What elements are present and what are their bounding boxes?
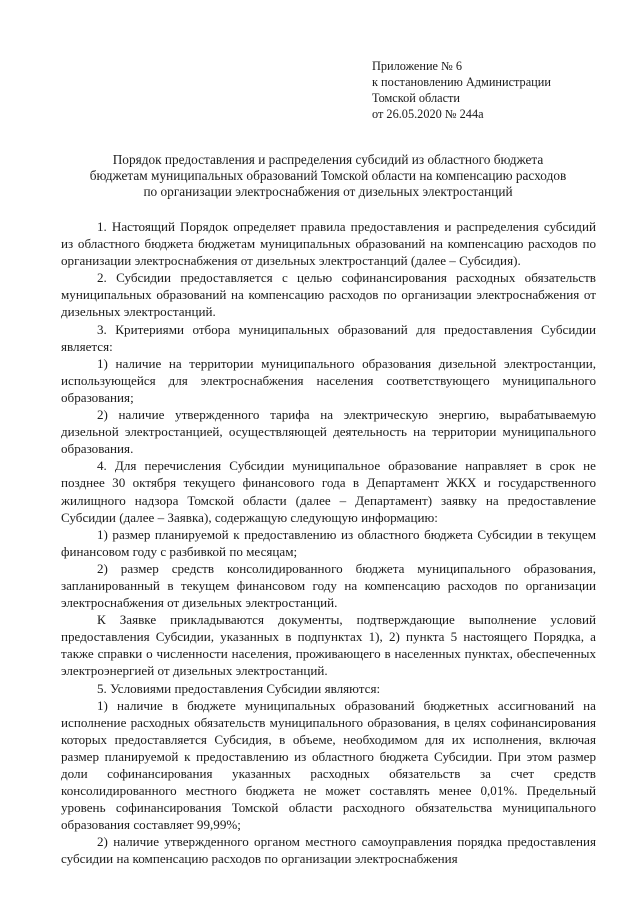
- paragraph: 1) размер планируемой к предоставлению из областного бюджета Субсидии в текущем финансовом году с разбивкой по месяцам;: [61, 526, 596, 559]
- appendix-line: Приложение № 6: [372, 59, 463, 73]
- paragraph: 2. Субсидии предоставляется с целью софинансирования расходных обязательств муниципальных образований на компенсацию расходов по организации электроснабжения от дизельных электростанций.: [61, 270, 596, 320]
- appendix-line: от 26.05.2020 № 244а: [372, 107, 484, 121]
- paragraph: 1) наличие в бюджете муниципальных образований бюджетных ассигнований на исполнение расходных обязательств муниципального образования, в целях софинансирования которых предоставляется Субсидия, в объеме, необходимом для их исполнения, включая размер планируемой к предоставлению из областного бюджета Субсидии. При этом размер доли софинансирования указанных расходных обязательств за счет средств консолидированного местного бюджета не может составлять менее 0,01%. Предельный уровень софинансирования Томской области расходного обязательства муниципального образования составляет 99,99%;: [61, 697, 596, 833]
- paragraph: К Заявке прикладываются документы, подтверждающие выполнение условий предоставления Субсидии, указанных в подпунктах 1), 2) пункта 5 настоящего Порядка, а также справки о численности населения, проживающего в населенных пунктах, обеспеченных электроэнергией от дизельных электростанций.: [61, 612, 596, 679]
- paragraph: 2) наличие утвержденного тарифа на электрическую энергию, вырабатываемую дизельной электростанцией, осуществляющей деятельность на территории муниципального образования.: [61, 407, 596, 457]
- appendix-line: Томской области: [372, 91, 460, 105]
- paragraph: 1. Настоящий Порядок определяет правила предоставления и распределения субсидий из областного бюджета бюджетам муниципальных образований на компенсацию расходов по организации электроснабжения от дизельных электростанций (далее – Субсидия).: [61, 219, 596, 269]
- paragraph: 1) наличие на территории муниципального образования дизельной электростанции, использующейся для электроснабжения населения соответствующего муниципального образования;: [61, 355, 596, 405]
- paragraph: 5. Условиями предоставления Субсидии являются:: [97, 680, 381, 696]
- paragraph: 2) наличие утвержденного органом местного самоуправления порядка предоставления субсидии на компенсацию расходов по организации электроснабжения: [61, 834, 596, 867]
- appendix-line: к постановлению Администрации: [372, 75, 551, 89]
- document-body: [61, 218, 596, 868]
- paragraph: 4. Для перечисления Субсидии муниципальное образование направляет в срок не позднее 30 октября текущего финансового года в Департамент ЖКХ и государственного жилищного надзора Томской области (далее – Департамент) заявку на предоставление Субсидии (далее – Заявка), содержащую следующую информацию:: [61, 458, 596, 525]
- document-title: Порядок предоставления и распределения субсидий из областного бюджета бюджетам муниципальных образований Томской области на компенсацию расходов по организации электроснабжения от дизельных электростанций: [89, 152, 567, 199]
- appendix-block: [372, 58, 551, 122]
- paragraph: 3. Критериями отбора муниципальных образований для предоставления Субсидии является:: [61, 321, 596, 354]
- paragraph: 2) размер средств консолидированного бюджета муниципального образования, запланированный в текущем финансовом году на компенсацию расходов по организации электроснабжения от дизельных электростанций.: [61, 560, 596, 611]
